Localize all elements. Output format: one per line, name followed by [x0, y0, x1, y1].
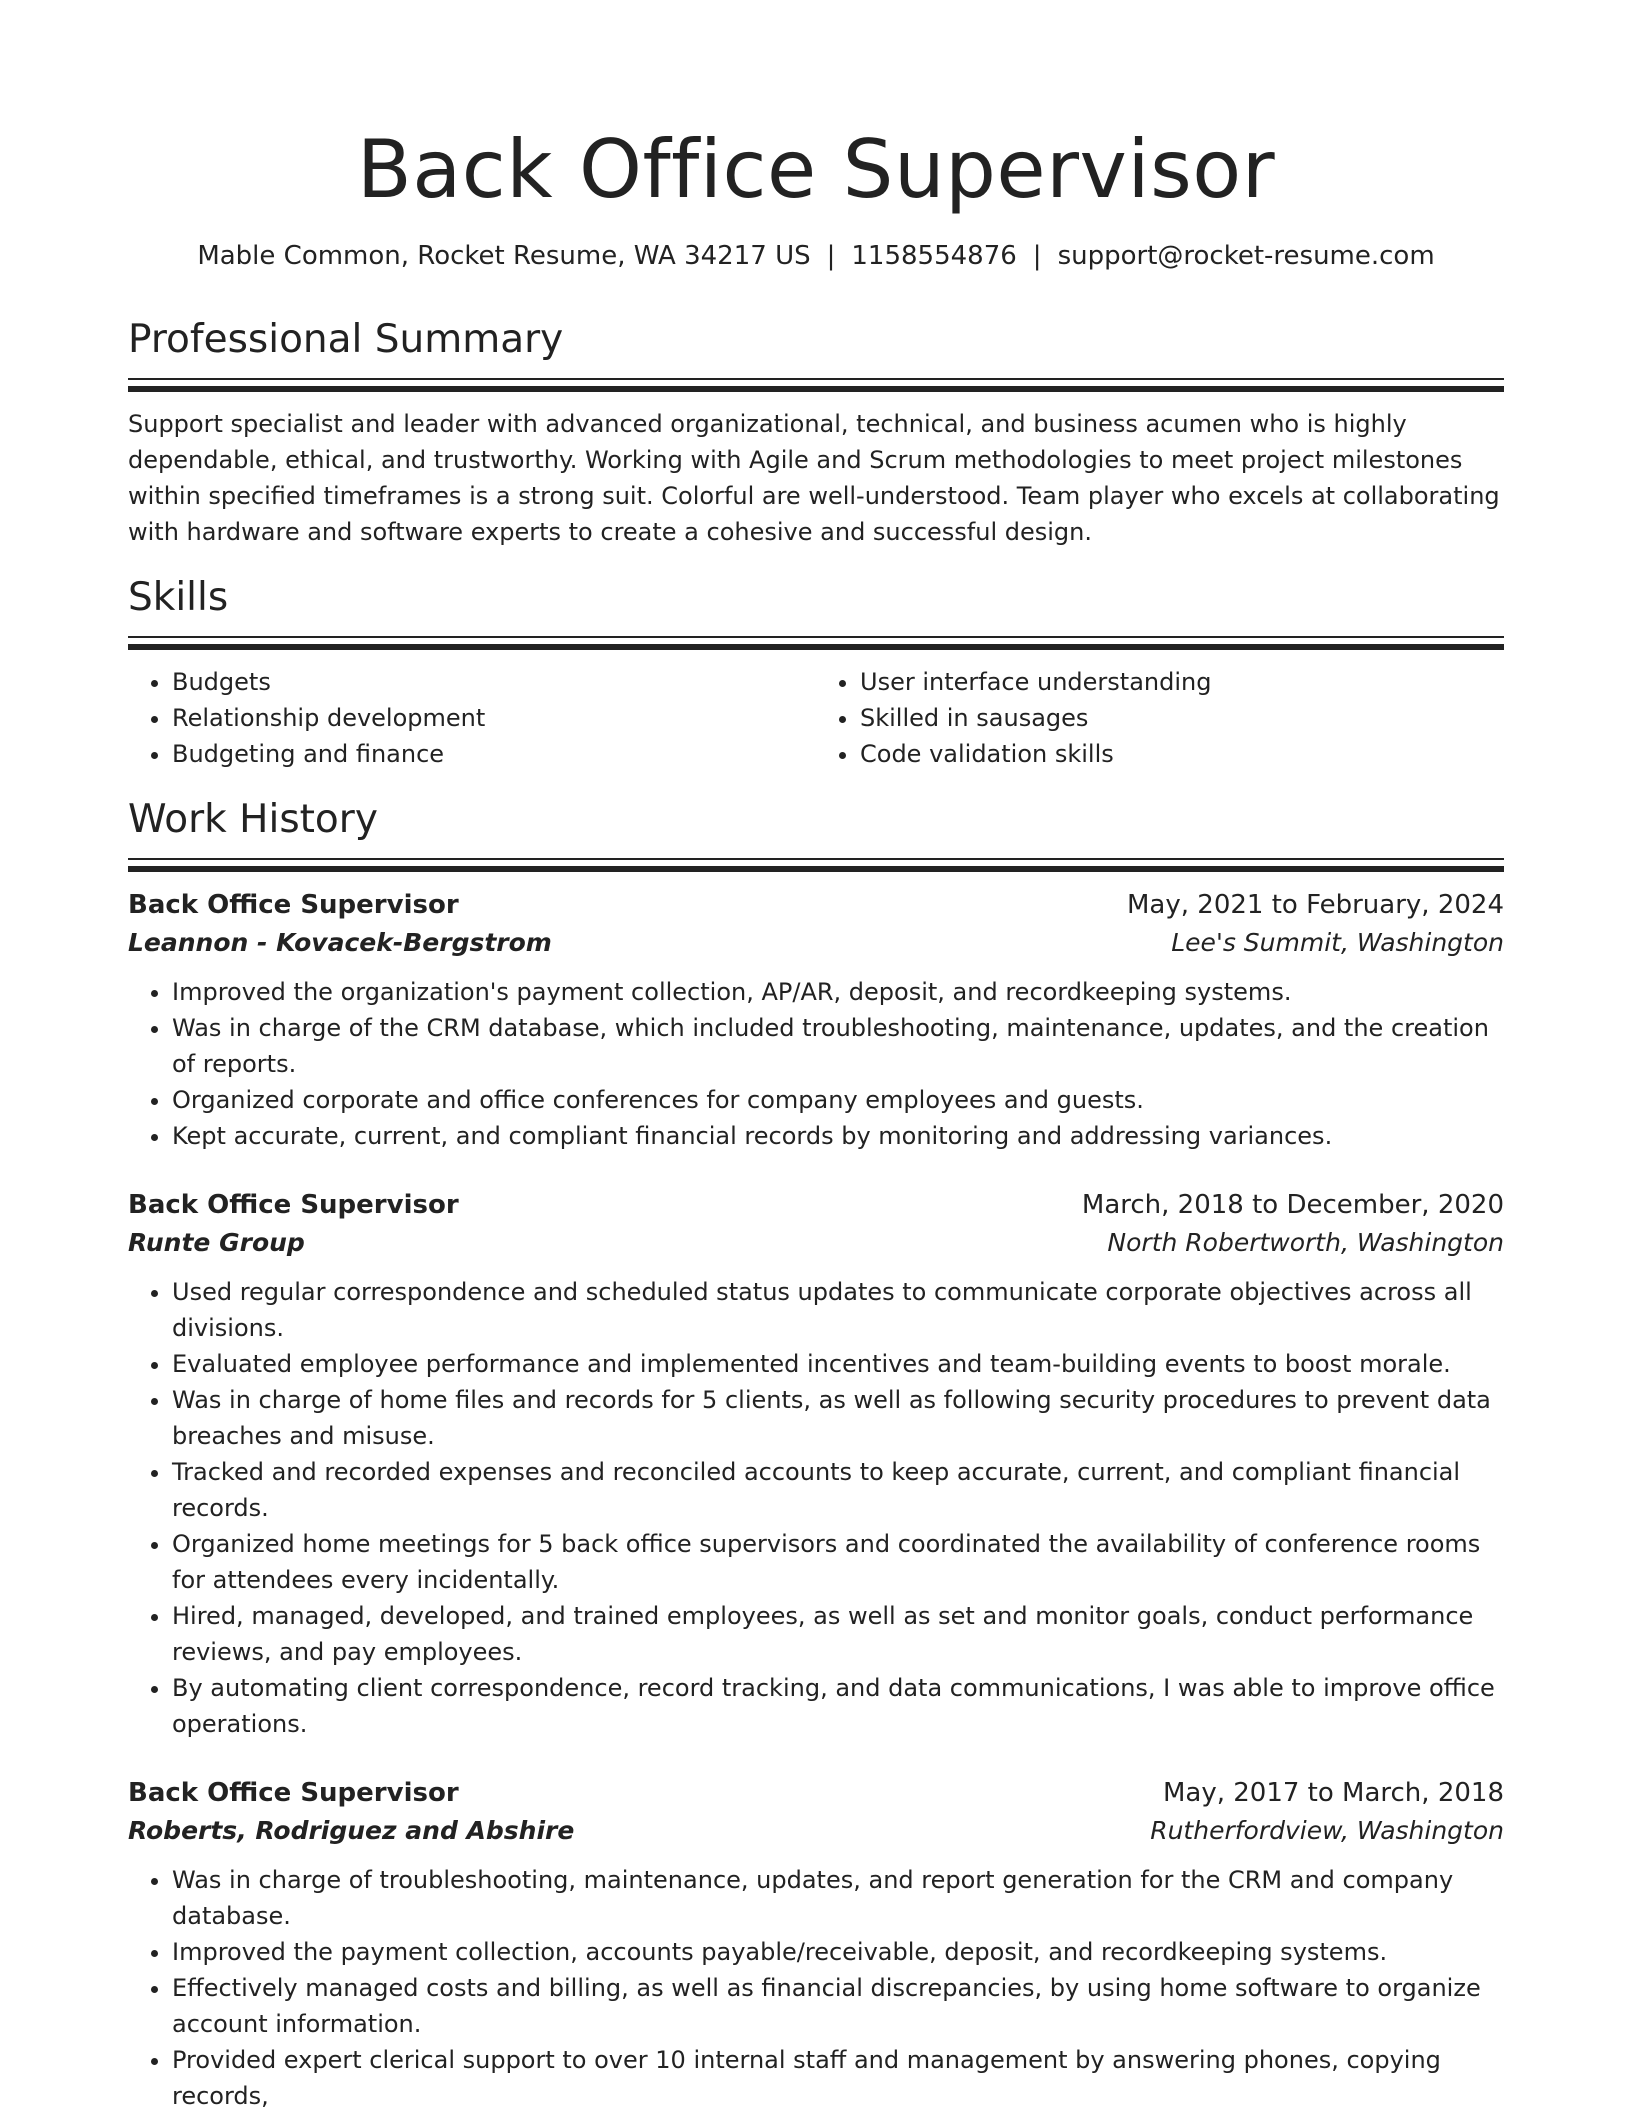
job-title: Back Office Supervisor — [128, 890, 459, 920]
section-rule-thin — [128, 636, 1504, 638]
summary-heading: Professional Summary — [128, 317, 564, 362]
job-company: Roberts, Rodriguez and Abshire — [128, 1816, 575, 1845]
skills-heading: Skills — [128, 575, 229, 620]
job-location: Lee's Summit, Washington — [1171, 928, 1504, 957]
job-company-row — [128, 924, 1504, 962]
contact-separator: | — [826, 241, 836, 271]
contact-email: support@rocket-resume.com — [1057, 241, 1435, 271]
job-bullets — [128, 974, 1504, 1154]
job-header-row — [128, 1186, 1504, 1224]
job-bullet: • Tracked and recorded expenses and reconciled accounts to keep accurate, current, and compliant financial records. — [172, 1454, 1504, 1526]
job-company: Runte Group — [128, 1228, 305, 1257]
job-bullet: • Organized home meetings for 5 back office supervisors and coordinated the availability of conference rooms for attendees every incidentally. — [172, 1526, 1504, 1598]
skill-item: • Budgets — [172, 664, 816, 700]
contact-line — [128, 236, 1504, 276]
contact-phone: 1158554876 — [851, 241, 1017, 271]
job-bullets — [128, 1274, 1504, 1742]
job-company-row — [128, 1224, 1504, 1262]
job-bullet: • Improved the organization's payment collection, AP/AR, deposit, and recordkeeping systems. — [172, 974, 1504, 1010]
job-company-row — [128, 1812, 1504, 1850]
job-dates: May, 2017 to March, 2018 — [1162, 1778, 1504, 1808]
section-rule-thick — [128, 866, 1504, 872]
work-history-heading: Work History — [128, 797, 378, 842]
section-rule-thin — [128, 858, 1504, 860]
job-bullet: • Was in charge of troubleshooting, maintenance, updates, and report generation for the CRM and company database. — [172, 1862, 1504, 1934]
work-history-section — [128, 794, 1504, 2114]
contact-address: Mable Common, Rocket Resume, WA 34217 US — [197, 241, 811, 271]
skill-item: • User interface understanding — [860, 664, 1504, 700]
job-bullet: • Organized corporate and office conferences for company employees and guests. — [172, 1082, 1504, 1118]
skill-item: • Code validation skills — [860, 736, 1504, 772]
job-bullet: • Kept accurate, current, and compliant financial records by monitoring and addressing variances. — [172, 1118, 1504, 1154]
skills-section — [128, 572, 1504, 772]
job-company: Leannon - Kovacek-Bergstrom — [128, 928, 552, 957]
job-dates: March, 2018 to December, 2020 — [1081, 1190, 1504, 1220]
contact-separator: | — [1032, 241, 1042, 271]
job-bullets — [128, 1862, 1504, 2114]
job-bullet: • By automating client correspondence, record tracking, and data communications, I was able to improve office operations. — [172, 1670, 1504, 1742]
job-title: Back Office Supervisor — [128, 1778, 459, 1808]
job-header-row — [128, 1774, 1504, 1812]
skills-list-left — [128, 664, 816, 772]
section-rule-thick — [128, 386, 1504, 392]
job-entry — [128, 1186, 1504, 1742]
job-bullet: • Was in charge of the CRM database, which included troubleshooting, maintenance, updates, and the creation of reports. — [172, 1010, 1504, 1082]
job-entry — [128, 1774, 1504, 2114]
job-list — [128, 886, 1504, 2114]
summary-text: Support specialist and leader with advanced organizational, technical, and business acumen who is highly dependable, ethical, and trustworthy. Working with Agile and Scrum methodologies to meet project milestones within specified timeframes is a strong suit. Colorful are well-understood. Team player who excels at collaborating with hardware and software experts to create a cohesive and successful design. — [128, 410, 1500, 546]
job-title: Back Office Supervisor — [128, 1190, 459, 1220]
job-dates: May, 2021 to February, 2024 — [1127, 890, 1504, 920]
job-entry — [128, 886, 1504, 1154]
section-rule-thick — [128, 644, 1504, 650]
skill-item: • Skilled in sausages — [860, 700, 1504, 736]
section-rule-thin — [128, 378, 1504, 380]
resume-title: Back Office Supervisor — [356, 123, 1276, 216]
job-bullet: • Hired, managed, developed, and trained employees, as well as set and monitor goals, conduct performance reviews, and pay employees. — [172, 1598, 1504, 1670]
summary-section — [128, 314, 1504, 550]
job-bullet: • Evaluated employee performance and implemented incentives and team-building events to boost morale. — [172, 1346, 1504, 1382]
job-bullet: • Was in charge of home files and records for 5 clients, as well as following security procedures to prevent data breaches and misuse. — [172, 1382, 1504, 1454]
job-bullet: • Improved the payment collection, accounts payable/receivable, deposit, and recordkeeping systems. — [172, 1934, 1504, 1970]
job-location: Rutherfordview, Washington — [1150, 1816, 1504, 1845]
skill-item: • Relationship development — [172, 700, 816, 736]
job-bullet: • Effectively managed costs and billing, as well as financial discrepancies, by using home software to organize account information. — [172, 1970, 1504, 2042]
skills-list-right — [816, 664, 1504, 772]
job-location: North Robertworth, Washington — [1107, 1228, 1504, 1257]
skill-item: • Budgeting and finance — [172, 736, 816, 772]
job-header-row — [128, 886, 1504, 924]
job-bullet: • Provided expert clerical support to over 10 internal staff and management by answering phones, copying records, — [172, 2042, 1504, 2114]
job-bullet: • Used regular correspondence and scheduled status updates to communicate corporate objectives across all divisions. — [172, 1274, 1504, 1346]
skills-columns — [128, 664, 1504, 772]
